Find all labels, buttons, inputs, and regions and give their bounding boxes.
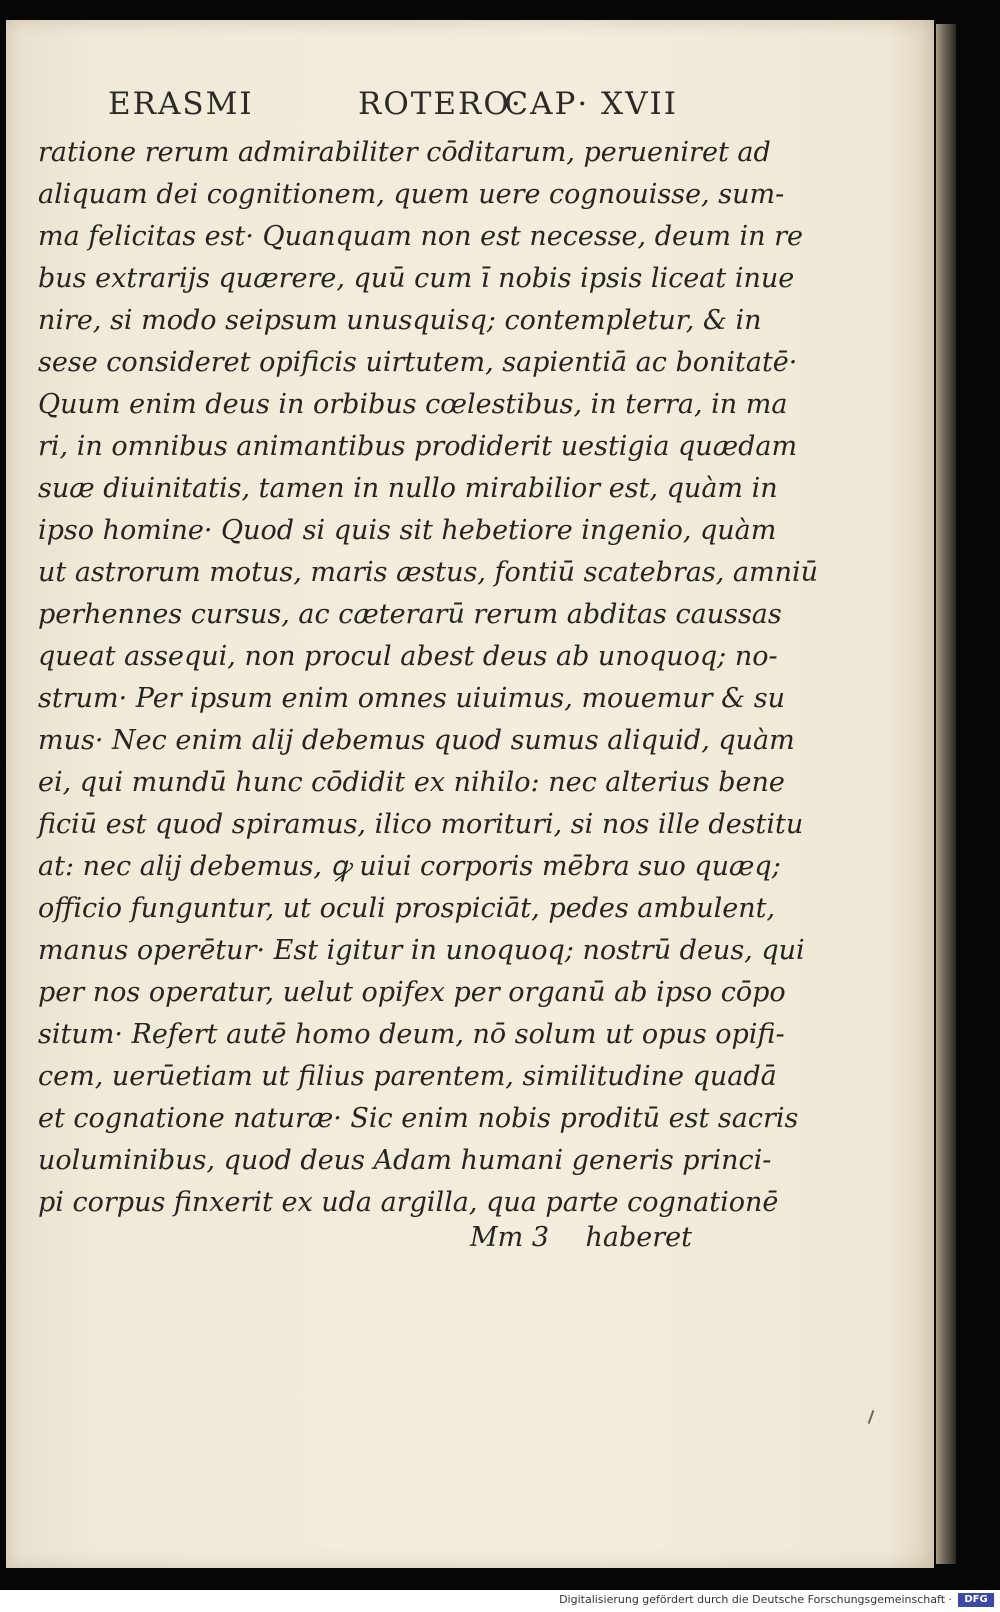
text-line: bus extrarijs quærere, quū cum ī nobis ipsis liceat inue xyxy=(38,263,795,294)
footer-bar xyxy=(0,1590,1000,1612)
text-line: et cognatione naturæ· Sic enim nobis proditū est sacris xyxy=(38,1103,799,1134)
text-line: cem, uerūetiam ut filius parentem, similitudine quadā xyxy=(38,1061,777,1092)
text-line: suæ diuinitatis, tamen in nullo mirabilior est, quàm in xyxy=(38,473,778,504)
text-line: ratione rerum admirabiliter cōditarum, perueniret ad xyxy=(38,137,771,168)
text-line: uoluminibus, quod deus Adam humani generis princi- xyxy=(38,1145,772,1176)
text-line: situm· Refert autē homo deum, nō solum ut opus opifi- xyxy=(38,1019,785,1050)
running-head-author: ERASMI xyxy=(108,86,254,122)
text-line: ri, in omnibus animantibus prodiderit uestigia quædam xyxy=(38,431,798,462)
text-line: at: nec alij debemus, ꝙ uiui corporis mēbra suo quæq; xyxy=(38,851,781,882)
text-line: per nos operatur, uelut opifex per organū ab ipso cōpo xyxy=(38,977,786,1008)
text-line: perhennes cursus, ac cæterarū rerum abditas caussas xyxy=(38,599,782,630)
dfg-logo-icon: DFG xyxy=(958,1593,994,1607)
text-line: ei, qui mundū hunc cōdidit ex nihilo: nec alterius bene xyxy=(38,767,785,798)
text-line: queat assequi, non procul abest deus ab unoquoq; no- xyxy=(38,641,778,672)
running-head-chapter: CAP· XVII xyxy=(504,86,678,122)
text-line: officio funguntur, ut oculi prospiciāt, pedes ambulent, xyxy=(38,893,776,924)
text-line: ficiū est quod spiramus, ilico morituri, si nos ille destitu xyxy=(38,809,804,840)
running-head-name: ROTERO· xyxy=(358,86,523,122)
text-line: Quum enim deus in orbibus cœlestibus, in terra, in ma xyxy=(38,389,788,420)
text-line: ut astrorum motus, maris æstus, fontiū scatebras, amniū xyxy=(38,557,818,588)
text-line: nire, si modo seipsum unusquisq; contempletur, & in xyxy=(38,305,762,336)
text-line: strum· Per ipsum enim omnes uiuimus, mouemur & su xyxy=(38,683,786,714)
text-line: ipso homine· Quod si quis sit hebetiore ingenio, quàm xyxy=(38,515,777,546)
signature-mark: Mm 3 xyxy=(470,1222,550,1253)
text-line: manus operētur· Est igitur in unoquoq; nostrū deus, qui xyxy=(38,935,805,966)
running-head xyxy=(108,86,678,126)
funding-notice: Digitalisierung gefördert durch die Deutsche Forschungsgemeinschaft · xyxy=(559,1593,952,1606)
text-line: aliquam dei cognitionem, quem uere cognouisse, sum- xyxy=(38,179,785,210)
page-edge-shadow xyxy=(936,24,956,1564)
text-line: sese consideret opificis uirtutem, sapientiā ac bonitatē· xyxy=(38,347,798,378)
body-text xyxy=(38,132,818,1224)
text-line: pi corpus finxerit ex uda argilla, qua parte cognationē xyxy=(38,1187,779,1218)
catchword: haberet xyxy=(585,1222,692,1253)
text-line: ma felicitas est· Quanquam non est necesse, deum in re xyxy=(38,221,804,252)
text-line: mus· Nec enim alij debemus quod sumus aliquid, quàm xyxy=(38,725,795,756)
